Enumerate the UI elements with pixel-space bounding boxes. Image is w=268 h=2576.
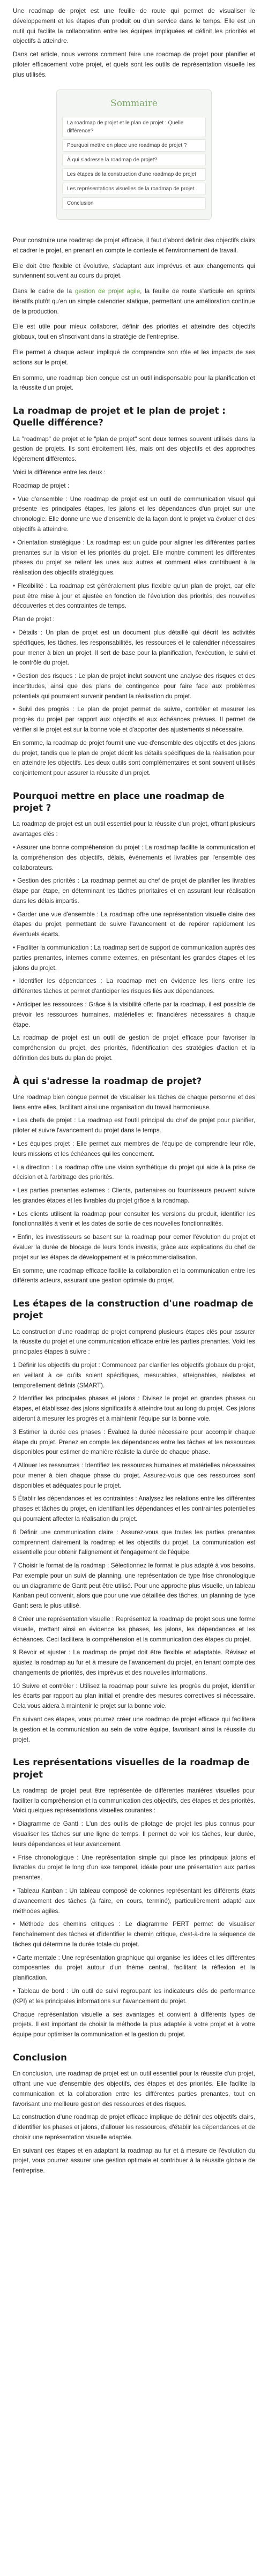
paragraph: • Tableau Kanban : Un tableau composé de colonnes représentant les différents états d'avancement des tâches (à faire, en cours, terminé), particulièrement adapté aux méthodes agiles.: [13, 1887, 255, 1915]
paragraph: Voici la différence entre les deux :: [13, 469, 106, 476]
section-heading-audience: À qui s'adresse la roadmap de projet?: [13, 1076, 202, 1086]
paragraph: En conclusion, une roadmap de projet est un outil essentiel pour la réussite d'un projet, offrant une vue d'ensemble des objectifs, des étapes et des priorités. Elle facilite la communication et la collaboration entre les différentes parties prenantes, tout en favorisant une meilleure gestion des ressources et des risques.: [13, 2070, 255, 2108]
paragraph: La roadmap de projet est un outil de gestion de projet efficace pour favoriser la compréhension du projet, des priorités, l'identification des stratégies d'action et la définition des buts du plan de projet.: [13, 1034, 255, 1062]
paragraph: La "roadmap" de projet et le "plan de projet" sont deux termes souvent utilisés dans la gestion de projets. Ils sont étroitement liés, mais ont des objectifs et des approches légèrement différentes.: [13, 435, 255, 463]
section-body-why-roadmap: [13, 819, 255, 1063]
paragraph: La construction d'une roadmap de projet comprend plusieurs étapes clés pour assurer la réussite du projet et une communication efficace entre les parties prenantes. Voici les principales étapes à suivre :: [13, 1328, 255, 1356]
paragraph: 5 Établir les dépendances et les contraintes : Analysez les relations entre les différentes phases et tâches du projet, en identifiant les dépendances et les contraintes potentielles qui pourraient affecter la réalisation du projet.: [13, 1495, 255, 1522]
paragraph: • Faciliter la communication : La roadmap sert de support de communication auprès des parties prenantes, internes comme externes, en présentant les grandes étapes et les jalons du projet.: [13, 944, 255, 972]
toc-link[interactable]: À qui s'adresse la roadmap de projet?: [62, 154, 206, 166]
paragraph: 3 Estimer la durée des phases : Évaluez la durée nécessaire pour accomplir chaque étape du projet. Prenez en compte les dépendances entre les tâches et les ressources disponibles pour estimer de manière réaliste la durée de chaque phase.: [13, 1428, 255, 1456]
paragraph: • Enfin, les investisseurs se basent sur la roadmap pour cerner l'évolution du projet et évaluer la durée de blocage de leurs fonds investis, grâce aux explications du chef de projet sur les étapes de développement et la précommercialisation.: [13, 1234, 255, 1261]
paragraph: • Tableau de bord : Un outil de suivi regroupant les indicateurs clés de performance (KPI) et les principales informations sur l'avancement du projet.: [13, 1987, 255, 2005]
paragraph: La roadmap de projet est un outil essentiel pour la réussite d'un projet, offrant plusieurs avantages clés :: [13, 820, 255, 838]
paragraph: 1 Définir les objectifs du projet : Commencez par clarifier les objectifs globaux du projet, en veillant à ce qu'ils soient spécifiques, mesurables, atteignables, réalistes et temporellement définis (SMART).: [13, 1362, 255, 1389]
paragraph: 4 Allouer les ressources : Identifiez les ressources humaines et matérielles nécessaires pour mener à bien chaque phase du projet. Assurez-vous que ces ressources sont disponibles et adéquates pour le projet.: [13, 1462, 255, 1489]
section-heading-why-roadmap: Pourquoi mettre en place une roadmap de projet ?: [13, 790, 225, 813]
paragraph: En somme, une roadmap bien conçue est un outil indispensable pour la planification et la réussite d'un projet.: [13, 374, 255, 392]
paragraph: • Les équipes projet : Elle permet aux membres de l'équipe de comprendre leur rôle, leurs missions et les échéances qui les concernent.: [13, 1140, 255, 1158]
paragraph: • Flexibilité : La roadmap est généralement plus flexible qu'un plan de projet, car elle peut être mise à jour et ajustée en fonction de l'évolution des priorités, des nouvelles découvertes et des contraintes de temps.: [13, 582, 255, 610]
paragraph: 10 Suivre et contrôler : Utilisez la roadmap pour suivre les progrès du projet, identifier les écarts par rapport au plan initial et prendre des mesures correctives si nécessaire. Cela vous aidera à maintenir le projet sur la bonne voie.: [13, 1682, 255, 1710]
paragraph: • Les chefs de projet : La roadmap est l'outil principal du chef de projet pour planifier, piloter et suivre l'avancement du projet dans le temps.: [13, 1117, 255, 1134]
paragraph: • Gestion des risques : Le plan de projet inclut souvent une analyse des risques et des incertitudes, ainsi que des plans de contingence pour faire face aux problèmes potentiels qui pourraient survenir pendant la réalisation du projet.: [13, 673, 255, 700]
section-body-roadmap-vs-plan: [13, 435, 255, 779]
paragraph: Une roadmap bien conçue permet de visualiser les tâches de chaque personne et des liens entre elles, facilitant ainsi une organisation du travail harmonieuse.: [13, 1093, 255, 1111]
paragraph: • Les parties prenantes externes : Clients, partenaires ou fournisseurs peuvent suivre les grandes étapes et les livrables du projet grâce à la roadmap.: [13, 1187, 255, 1204]
toc-link[interactable]: Les étapes de la construction d'une roadmap de projet: [62, 168, 206, 181]
toc-link[interactable]: Pourquoi mettre en place une roadmap de projet ?: [62, 139, 206, 152]
toc-link[interactable]: Les représentations visuelles de la roadmap de projet: [62, 183, 206, 195]
toc-title: Sommaire: [110, 98, 158, 109]
paragraph: • Méthode des chemins critiques : Le diagramme PERT permet de visualiser l'enchaînement des tâches et d'identifier le chemin critique, c'est-à-dire la séquence de tâches qui détermine la durée totale du projet.: [13, 1921, 255, 1948]
section-heading-steps: Les étapes de la construction d'une roadmap de projet: [13, 1298, 254, 1321]
section-heading-conclusion: Conclusion: [13, 2052, 67, 2063]
paragraph: 8 Créer une représentation visuelle : Représentez la roadmap de projet sous une forme visuelle, mettant ainsi en évidence les phases, les jalons, les dépendances et les échéances. Ceci facilitera la compréhension et la communication des étapes du projet.: [13, 1616, 255, 1643]
paragraph: • Carte mentale : Une représentation graphique qui organise les idées et les différentes composantes du projet autour d'un thème central, facilitant la réflexion et la planification.: [13, 1954, 255, 1982]
section-body-audience: [13, 1093, 255, 1286]
section-body-conclusion: [13, 2069, 255, 2176]
paragraph: • Assurer une bonne compréhension du projet : La roadmap facilite la communication et la compréhension des objectifs, délais, événements et livrables par l'ensemble des collaborateurs.: [13, 844, 255, 871]
intro: [13, 6, 255, 80]
paragraph: Chaque représentation visuelle a ses avantages et convient à différents types de projets. Il est important de choisir la méthode la plus adaptée à votre projet et à votre équipe pour optimiser la communication et la gestion du projet.: [13, 2011, 255, 2039]
paragraph: 2 Identifier les principales phases et jalons : Divisez le projet en grandes phases ou étapes, et établissez des jalons significatifs à atteindre tout au long du projet. Ces jalons aideront à mesurer les progrès et à maintenir l'équipe sur la bonne voie.: [13, 1395, 255, 1422]
agile-link[interactable]: gestion de projet agile: [75, 288, 140, 295]
toc-items: [62, 117, 206, 210]
text: , la feuille de route s'articule en sprints itératifs plutôt qu'en un simple calendrier statique, permettant une amélioration continue de la production.: [13, 288, 255, 315]
paragraph: Pour construire une roadmap de projet efficace, il faut d'abord définir des objectifs clairs et cadrer le projet, en prenant en compte le contexte et l'environnement de travail.: [13, 237, 255, 254]
paragraph: Elle doit être flexible et évolutive, s'adaptant aux imprévus et aux changements qui surviennent souvent au cours du projet.: [13, 262, 255, 280]
paragraph: La construction d'une roadmap de projet efficace implique de définir des objectifs clairs, d'identifier les phases et jalons, d'allouer les ressources, d'établir les dépendances et de choisir une représentation visuelle adaptée.: [13, 2114, 255, 2141]
paragraph: [13, 287, 255, 317]
paragraph: • Suivi des progrès : Le plan de projet permet de suivre, contrôler et mesurer les progrès du projet par rapport aux objectifs et aux échéances prévues. Il permet de vérifier si le projet est sur la bonne voie et d'apporter des ajustements si nécessaire.: [13, 706, 255, 733]
paragraph: Roadmap de projet :: [13, 482, 70, 489]
toc-link[interactable]: Conclusion: [62, 197, 206, 210]
paragraph: • Identifier les dépendances : La roadmap met en évidence les liens entre les différentes tâches et permet d'anticiper les risques liés aux dépendances.: [13, 977, 255, 995]
paragraph: • Orientation stratégique : La roadmap est un guide pour aligner les différentes parties prenantes sur la vision et les priorités du projet. Elle montre comment les différentes phases du projet se relient les unes aux autres et comment elles contribuent à la réalisation des objectifs stratégiques.: [13, 539, 255, 577]
paragraph: Elle est utile pour mieux collaborer, définir des priorités et atteindre des objectifs globaux, tout en s'inscrivant dans la stratégie de l'entreprise.: [13, 323, 255, 341]
paragraph: • Vue d'ensemble : Une roadmap de projet est un outil de communication visuel qui présente les principales étapes, les jalons et les dépendances d'un projet sur une chronologie. Elle donne une vue d'ensemble de la façon dont le projet va évoluer et des objectifs à atteindre.: [13, 495, 255, 533]
paragraph: • Frise chronologique : Une représentation simple qui place les principaux jalons et livrables du projet le long d'un axe temporel, idéale pour une présentation aux parties prenantes.: [13, 1854, 255, 1881]
paragraph: 7 Choisir le format de la roadmap : Sélectionnez le format le plus adapté à vos besoins. Par exemple pour un suivi de planning, une représentation de type frise chronologique ou un diagramme de Gantt peut être utilisé. Pour une approche plus visuelle, un tableau Kanban peut convenir, alors que pour une vue détaillée des tâches, un planning de type Gantt sera le plus utilisé.: [13, 1562, 255, 1610]
paragraph: • Anticiper les ressources : Grâce à la visibilité offerte par la roadmap, il est possible de prévoir les ressources humaines, matérielles et financières nécessaires à chaque étape.: [13, 1000, 255, 1028]
paragraph: 6 Définir une communication claire : Assurez-vous que toutes les parties prenantes comprennent clairement la roadmap et les objectifs du projet. La communication est essentielle pour obtenir l'alignement et l'engagement de l'équipe.: [13, 1528, 255, 1556]
paragraph: Dans cet article, nous verrons comment faire une roadmap de projet pour planifier et piloter efficacement votre projet, et quels sont les outils de représentation visuelle les plus utilisés.: [13, 51, 255, 78]
paragraph: En somme, une roadmap efficace facilite la collaboration et la communication entre les différents acteurs, assurant une gestion optimale du projet.: [13, 1267, 255, 1285]
paragraph: La roadmap de projet peut être représentée de différentes manières visuelles pour faciliter la compréhension et la communication des objectifs, des étapes et des priorités. Voici quelques représentations visuelles courantes :: [13, 1787, 255, 1815]
paragraph: • Gestion des priorités : La roadmap permet au chef de projet de planifier les livrables étape par étape, en déterminant les tâches prioritaires et en assurant leur réalisation dans les délais impartis.: [13, 877, 255, 905]
paragraph: • Les clients utilisent la roadmap pour consulter les versions du produit, identifier les fonctionnalités à venir et les dates de sortie de ces nouvelles fonctionnalités.: [13, 1210, 255, 1228]
paragraph: • Diagramme de Gantt : L'un des outils de pilotage de projet les plus connus pour visualiser les tâches sur une ligne de temps. Il permet de voir les tâches, leur durée, leurs dépendances et leur avancement.: [13, 1820, 255, 1848]
paragraph: • La direction : La roadmap offre une vision synthétique du projet qui aide à la prise de décision et à l'arbitrage des priorités.: [13, 1163, 255, 1181]
paragraph: • Détails : Un plan de projet est un document plus détaillé qui décrit les activités spécifiques, les tâches, les responsabilités, les ressources et le calendrier nécessaires pour mener à bien un projet. Il sert de base pour la planification, l'exécution, le suivi et le contrôle du projet.: [13, 629, 255, 667]
table-of-contents: [56, 89, 212, 220]
section-heading-visuals: Les représentations visuelles de la roadmap de projet: [13, 1757, 250, 1780]
section-body-visuals: [13, 1786, 255, 2040]
section-heading-roadmap-vs-plan: La roadmap de projet et le plan de projet : Quelle différence?: [13, 406, 226, 428]
toc-link[interactable]: La roadmap de projet et le plan de projet : Quelle différence?: [62, 117, 206, 137]
paragraph: En suivant ces étapes et en adaptant la roadmap au fur et à mesure de l'évolution du projet, vous pourrez assurer une gestion optimale et contribuer à la réussite globale de l'entreprise.: [13, 2147, 255, 2175]
paragraph: En somme, la roadmap de projet fournit une vue d'ensemble des objectifs et des jalons du projet, tandis que le plan de projet décrit les détails spécifiques de la réalisation pour en atteindre les objectifs. Les deux outils sont complémentaires et sont souvent utilisés conjointement pour assurer la réussite d'un projet.: [13, 739, 255, 777]
paragraph: 9 Revoir et ajuster : La roadmap de projet doit être flexible et adaptable. Révisez et ajustez la roadmap au fur et à mesure de l'avancement du projet, en tenant compte des changements de priorités, des imprévus et des nouvelles informations.: [13, 1649, 255, 1676]
paragraph: Elle permet à chaque acteur impliqué de comprendre son rôle et les impacts de ses actions sur le projet.: [13, 349, 255, 366]
paragraph: Une roadmap de projet est une feuille de route qui permet de visualiser le développement et les étapes d'un produit ou d'un service dans le temps. Elle est un outil qui facilite la collaboration entre les équipes impliquées et définit les priorités et objectifs à atteindre.: [13, 8, 255, 45]
paragraph: Plan de projet :: [13, 616, 55, 623]
paragraph: • Garder une vue d'ensemble : La roadmap offre une représentation visuelle claire des étapes du projet, permettant de suivre l'avancement et de repérer rapidement les éventuels écarts.: [13, 910, 255, 938]
text: Dans le cadre de la: [13, 288, 75, 295]
paragraph: En suivant ces étapes, vous pourrez créer une roadmap de projet efficace qui facilitera la gestion et la communication au sein de votre équipe, favorisant ainsi la réussite du projet.: [13, 1716, 255, 1743]
section-body-steps: [13, 1327, 255, 1745]
